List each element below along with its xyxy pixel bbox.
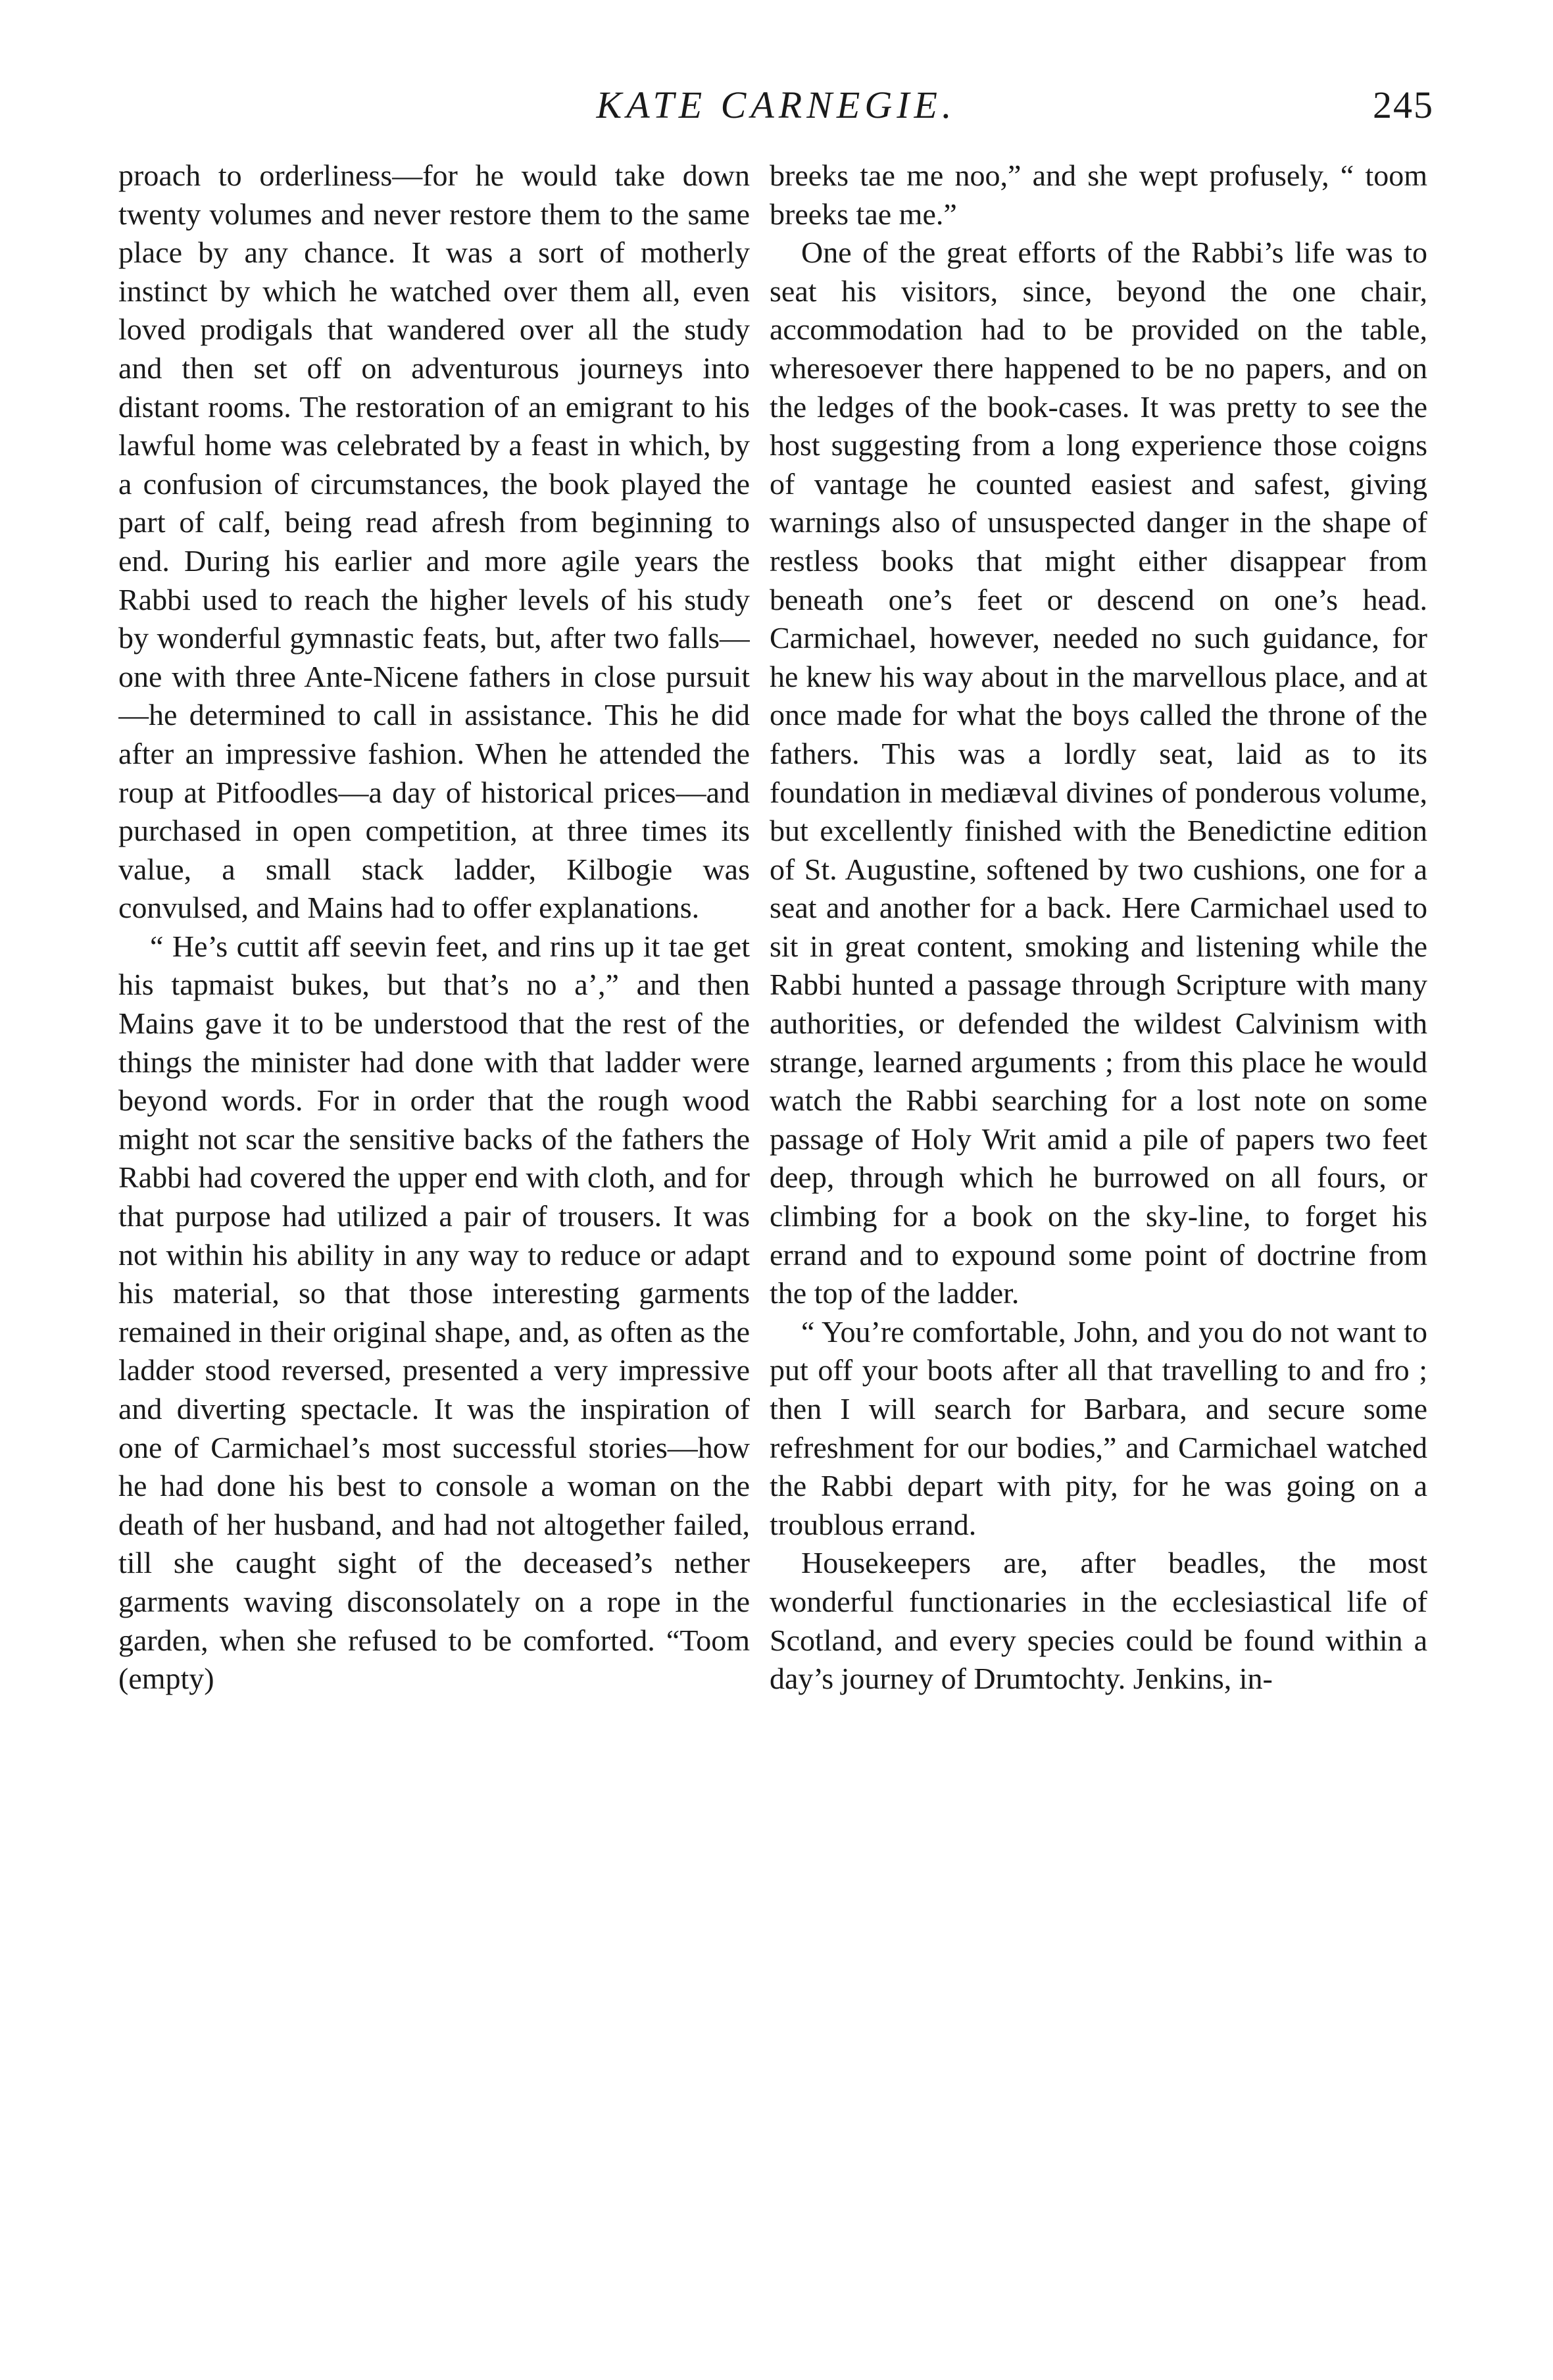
right-column [770,157,1427,2235]
page-number: 245 [1373,84,1434,126]
paragraph: One of the great efforts of the Rabbi’s life was to seat his visitors, since, beyond the one chair, accommodation had to be provided on the table, wheresoever there happened to be no papers, and on the ledges of the book-cases. It was pretty to see the host suggesting from a long experience those coigns of vantage he counted easiest and safest, giving warnings also of unsuspected danger in the shape of restless books that might either disappear from beneath one’s feet or descend on one’s head. Carmichael, however, needed no such guidance, for he knew his way about in the marvellous place, and at once made for what the boys called the throne of the fathers. This was a lordly seat, laid as to its foundation in mediæval divines of ponderous volume, but excellently finished with the Benedictine edition of St. Augustine, softened by two cushions, one for a seat and another for a back. Here Carmichael used to sit in great content, smoking and listening while the Rabbi hunted a passage through Scripture with many authorities, or defended the wildest Calvinism with strange, learned arguments ; from this place he would watch the Rabbi searching for a lost note on some passage of Holy Writ amid a pile of papers two feet deep, through which he burrowed on all fours, or climbing for a book on the sky-line, to forget his errand and to expound some point of doctrine from the top of the ladder. [770,236,1427,1310]
paragraph: proach to orderliness—for he would take down twenty volumes and never restore them to the same place by any chance. It was a sort of motherly instinct by which he watched over them all, even loved prodigals that wandered over all the study and then set off on adventurous journeys into distant rooms. The restoration of an emigrant to his lawful home was celebrated by a feast in which, by a confusion of circumstances, the book played the part of calf, being read afresh from beginning to end. During his earlier and more agile years the Rabbi used to reach the higher levels of his study by wonderful gymnastic feats, but, after two falls—one with three Ante-Nicene fathers in close pursuit—he determined to call in assistance. This he did after an impressive fashion. When he attended the roup at Pitfoodles—a day of historical prices—and purchased in open competition, at three times its value, a small stack ladder, Kilbogie was convulsed, and Mains had to offer explanations. [118,159,750,925]
running-head [118,79,1434,132]
running-title: KATE CARNEGIE. [596,84,956,126]
paragraph: breeks tae me noo,” and she wept profusely, “ toom breeks tae me.” [770,159,1427,231]
paragraph: Housekeepers are, after beadles, the most wonderful functionaries in the ecclesiastical life of Scotland, and every species could be found within a day’s journey of Drumtochty. Jenkins, in- [770,1546,1427,1696]
paragraph: “ He’s cuttit aff seevin feet, and rins up it tae get his tapmaist bukes, but that’s no a’,” and then Mains gave it to be understood that the rest of the things the minister had done with that ladder were beyond words. For in order that the rough wood might not scar the sensitive backs of the fathers the Rabbi had covered the upper end with cloth, and for that purpose had utilized a pair of trousers. It was not within his ability in any way to reduce or adapt his material, so that those interesting garments remained in their original shape, and, as often as the ladder stood reversed, presented a very impressive and diverting spectacle. It was the inspiration of one of Carmichael’s most successful stories—how he had done his best to console a woman on the death of her husband, and had not altogether failed, till she caught sight of the deceased’s nether garments waving disconsolately on a rope in the garden, when she refused to be comforted. “Toom (empty) [118,929,750,1696]
paragraph: “ You’re comfortable, John, and you do not want to put off your boots after all that travelling to and fro ; then I will search for Barbara, and secure some refreshment for our bodies,” and Carmichael watched the Rabbi depart with pity, for he was going on a troublous errand. [770,1314,1427,1541]
left-column [118,157,750,2235]
